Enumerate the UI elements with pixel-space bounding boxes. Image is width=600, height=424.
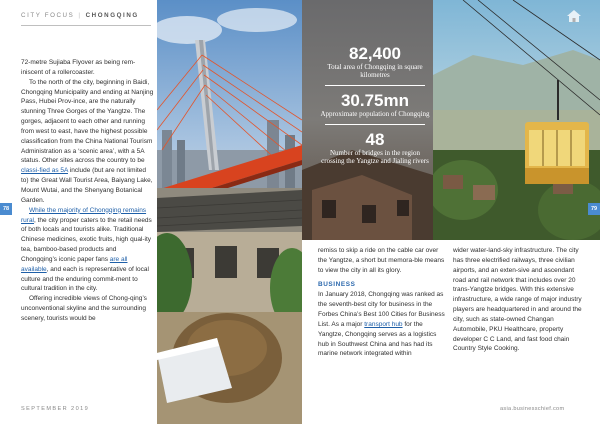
paragraph: Offering incredible views of Chong-qing’s unconventional skyline and the surrounding scenery, tourists would be [21, 295, 147, 322]
transport-hub-link[interactable]: transport hub [364, 320, 403, 328]
middle-text-column [318, 246, 446, 359]
old-town-photo [157, 188, 302, 424]
stat-population [320, 92, 430, 118]
stat-area [320, 45, 430, 79]
stat-label: Total area of Chongqing in square kilometres [327, 63, 423, 79]
stat-label: Number of bridges in the region crossing the Yangtze and Jialing rivers [321, 149, 429, 165]
stats-panel [320, 45, 430, 165]
stat-divider [325, 124, 425, 125]
stat-bridges [320, 131, 430, 165]
stat-divider [325, 85, 425, 86]
cable-car-photo [433, 0, 600, 240]
paragraph: 72-metre Sujiaba Flyover as being rem-iniscent of a rollercoaster. [21, 59, 136, 76]
header-rule [21, 25, 151, 26]
left-text-column [21, 58, 154, 324]
header-divider: | [78, 12, 82, 19]
section-label: CITY FOCUS [21, 12, 75, 19]
home-icon[interactable] [566, 9, 582, 23]
section-header [21, 12, 139, 19]
page-number-left: 78 [0, 203, 12, 215]
business-subhead: BUSINESS [318, 280, 356, 288]
subsection-label: CHONGQING [85, 12, 139, 19]
paragraph: While the majority of Chongqing remains rural, the city proper caters to the retail needs of both locals and tourists alike. Traditional Chinese medicines, exotic fruits, high qual-ity tea, bamboo-based products and Chongqing’s iconic paper fans are all available, and each is representative of local culture and the enduring commit-ment to cultural tradition in the city. [21, 206, 152, 293]
footer-website[interactable]: asia.businesschief.com [500, 406, 565, 412]
paragraph: In January 2018, Chongqing was ranked as the seventh-best city for business in the Forbes China’s Best 100 Cities for Business List. As a major transport hub for the Yangtze, Chongqing serves as a logistics hub in Southwest China and has had its marine network integrated within [318, 291, 445, 358]
paragraph: wider water-land-sky infrastructure. The city has three electrified railways, three civilian airports, and an exten-sive and ascendant road and rail network that includes over 20 trans-Yangtze bridges. With this extensive infrastructure, a wide range of major industry players are headquartered in and around the city, such as state-owned Changan Automobile, PKU Healthcare, property developer C C Land, and fast food chain Country Style Cooking. [453, 247, 582, 353]
stat-number: 48 [365, 130, 385, 149]
paragraph: To the north of the city, beginning in Baidi, Chongqing Municipality and ending at Nanjing Pass, Hubei Prov-ince, are the naturally stunning Three Gorges of the Yangtze. The gorges, adjacent to each other and running from west to east, have the highest possible classification from the China National Tourism Administration as a ‘scenic area’, with a 5A status. Other sites across the country to be classi-fied as 5A include (but are not limited to) the Great Wall Tourist Area, Baiyang Lake, Mount Wutai, and the Shenyang Botanical Garden. [21, 78, 154, 204]
right-text-column [453, 246, 583, 354]
available-link[interactable]: are all available [21, 255, 128, 273]
rural-link[interactable]: While the majority of Chongqing remains rural [21, 206, 147, 224]
stat-label: Approximate population of Chongqing [320, 110, 430, 118]
stat-number: 30.75mn [340, 91, 410, 110]
stat-number: 82,400 [349, 44, 401, 63]
paragraph: remiss to skip a ride on the cable car over the Yangtze, a short but memora-ble means to view the city in all its glory. [318, 247, 445, 274]
page-number-right: 79 [588, 203, 600, 215]
footer-date: SEPTEMBER 2019 [21, 406, 90, 412]
classified-5a-link[interactable]: classi-fied as 5A [21, 167, 68, 175]
